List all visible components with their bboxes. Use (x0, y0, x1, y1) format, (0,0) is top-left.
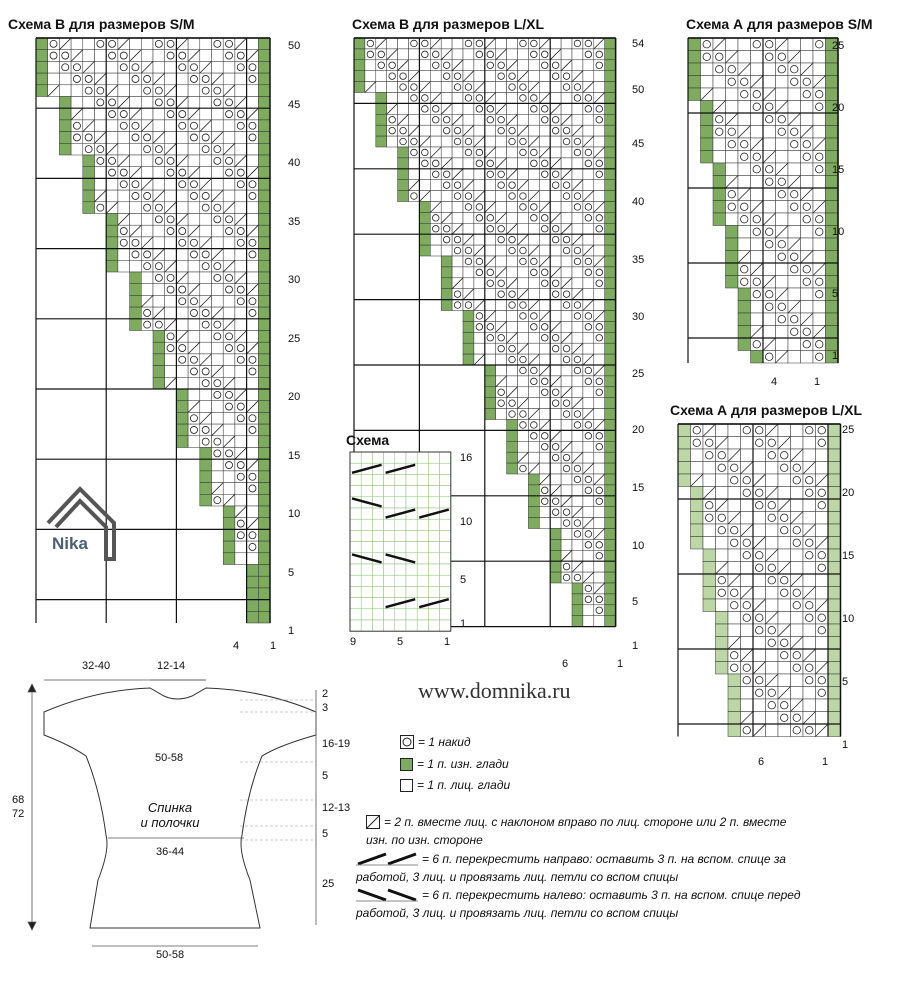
blxl-col-1: 1 (617, 658, 624, 670)
blxl-row-25: 25 (632, 368, 645, 380)
dim-height-1: 68 (12, 794, 25, 806)
bsm-row-10: 10 (288, 508, 301, 520)
dim-height-2: 72 (12, 808, 25, 820)
legend-k2tog-2: изн. по изн. стороне (366, 833, 483, 847)
asm-row-1: 1 (832, 350, 839, 362)
alxl-row-25: 25 (842, 424, 855, 436)
legend-cross-left: = 6 п. перекрестить налево: оставить 3 п. на вспом. спице перед (356, 888, 800, 902)
small-row-16: 16 (460, 452, 473, 464)
legend-purl: = 1 п. изн. глади (400, 757, 509, 771)
blxl-row-5: 5 (632, 596, 639, 608)
website-url: www.domnika.ru (418, 678, 571, 703)
dim-r6: 5 (322, 828, 329, 840)
asm-row-20: 20 (832, 102, 845, 114)
blxl-row-45: 45 (632, 138, 645, 150)
asm-row-15: 15 (832, 164, 845, 176)
bsm-row-20: 20 (288, 391, 301, 403)
bsm-col-1: 1 (270, 640, 277, 652)
garment-label: Спинка и полочки (140, 800, 200, 830)
bsm-row-25: 25 (288, 332, 301, 345)
blxl-row-50: 50 (632, 84, 645, 96)
blxl-row-20: 20 (632, 424, 645, 436)
asm-col-1: 1 (814, 376, 821, 388)
bsm-row-45: 45 (288, 98, 301, 111)
legend-cross-right: = 6 п. перекрестить направо: оставить 3 п. на вспом. спице за (356, 852, 786, 866)
legend-yo: = 1 накид (400, 735, 471, 749)
small-row-10: 10 (460, 516, 473, 528)
bsm-row-30: 30 (288, 274, 301, 286)
chart-b-lxl-title: Схема В для размеров L/XL (352, 16, 545, 32)
alxl-row-1: 1 (842, 739, 849, 751)
bsm-row-35: 35 (288, 215, 301, 228)
dim-r5: 12-13 (322, 802, 351, 814)
bsm-row-40: 40 (288, 157, 301, 169)
dim-r1: 2 (322, 688, 329, 700)
alxl-row-20: 20 (842, 487, 855, 499)
legend-knit: = 1 п. лиц. глади (400, 778, 510, 792)
blxl-row-10: 10 (632, 540, 645, 552)
alxl-col-1: 1 (822, 756, 829, 768)
asm-row-10: 10 (832, 226, 845, 238)
alxl-col-6: 6 (758, 756, 765, 768)
chart-a-sm-title: Схема А для размеров S/M (686, 16, 873, 32)
blxl-row-30: 30 (632, 311, 645, 323)
blxl-row-40: 40 (632, 196, 645, 208)
dim-top-mid: 12-14 (157, 660, 186, 672)
dim-bottom: 50-58 (156, 949, 185, 961)
dim-r3: 16-19 (322, 738, 351, 750)
blxl-row-1: 1 (632, 640, 639, 652)
legend-cross-left-2: работой, 3 лиц. и провязать лиц. петли со вспом спицы (356, 906, 679, 920)
bsm-row-1: 1 (288, 625, 295, 637)
small-col-5: 5 (397, 636, 404, 648)
legend-cross-right-2: работой, 3 лиц. и провязать лиц. петли со вспом спицы (356, 870, 679, 884)
blxl-row-35: 35 (632, 254, 645, 266)
alxl-row-15: 15 (842, 550, 855, 562)
dim-r4: 5 (322, 770, 329, 782)
bsm-row-5: 5 (288, 566, 295, 579)
small-row-5: 5 (460, 574, 467, 586)
legend-k2tog: = 2 п. вместе лиц. с наклоном вправо по лиц. стороне или 2 п. вместе (366, 815, 786, 829)
blxl-col-6: 6 (562, 658, 569, 670)
small-col-9: 9 (350, 636, 357, 648)
asm-row-5: 5 (832, 288, 839, 300)
chart-a-lxl-title: Схема А для размеров L/XL (670, 402, 863, 418)
alxl-row-5: 5 (842, 676, 849, 688)
small-col-1: 1 (444, 636, 451, 648)
asm-row-25: 25 (832, 40, 845, 52)
chart-small-title: Схема (346, 432, 390, 448)
bsm-col-4: 4 (233, 640, 240, 652)
alxl-row-10: 10 (842, 613, 855, 625)
bsm-row-15: 15 (288, 449, 301, 462)
blxl-row-54: 54 (632, 38, 645, 50)
dim-r2: 3 (322, 702, 329, 714)
dim-waist: 36-44 (156, 846, 185, 858)
dim-r7: 25 (322, 878, 335, 890)
dim-top-left: 32-40 (82, 660, 111, 672)
dim-mid-width: 50-58 (155, 752, 184, 764)
nika-logo-text: Nika (52, 534, 88, 553)
asm-col-4: 4 (771, 376, 778, 388)
small-row-1: 1 (460, 618, 467, 630)
bsm-row-50: 50 (288, 40, 301, 52)
chart-b-sm-title: Схема В для размеров S/M (8, 16, 195, 32)
blxl-row-15: 15 (632, 482, 645, 494)
